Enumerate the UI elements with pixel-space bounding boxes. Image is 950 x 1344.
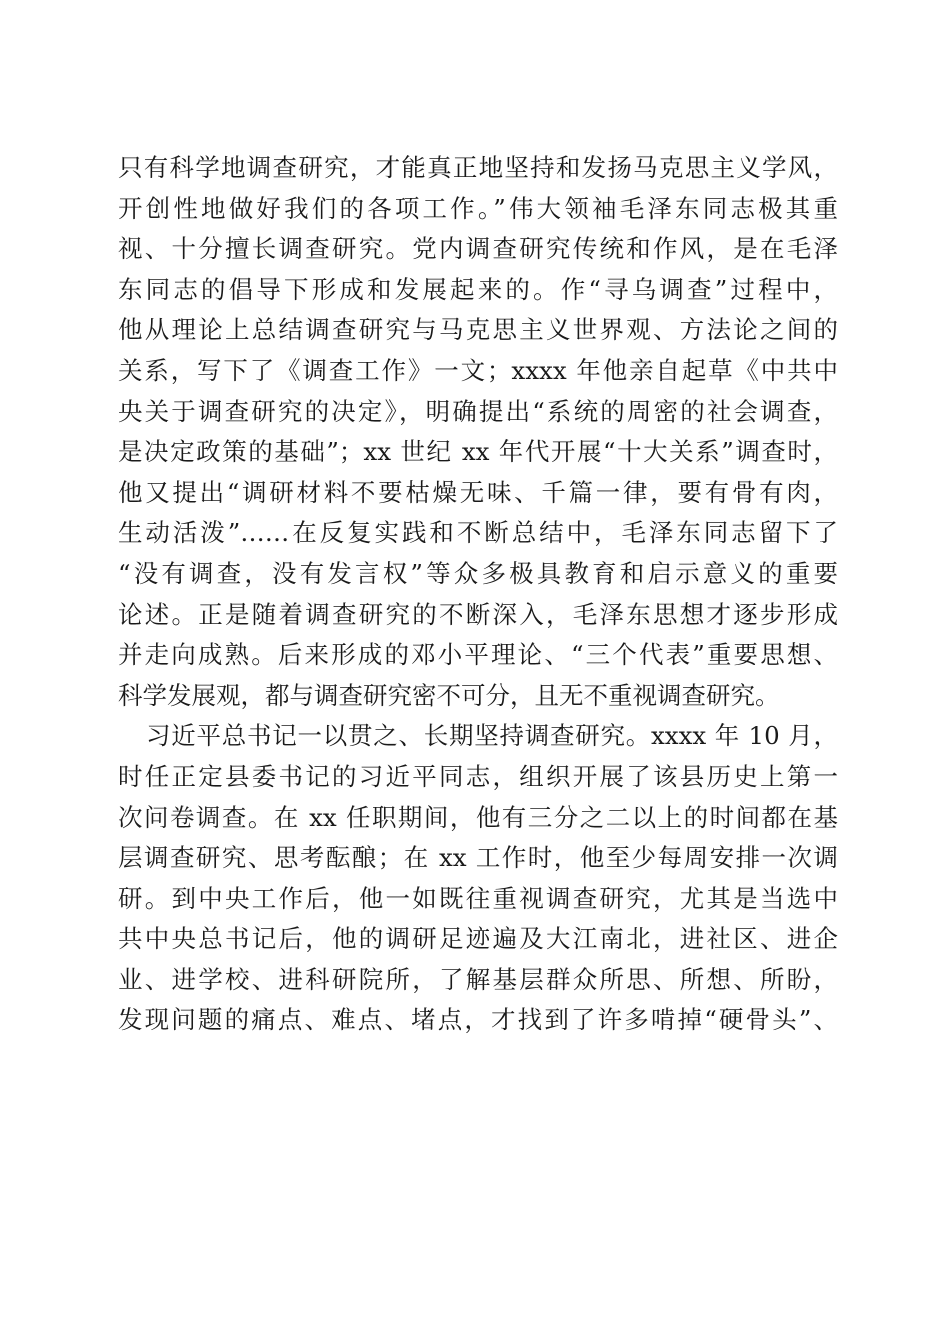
paragraph-2 (118, 716, 838, 1041)
text-line: 业、进学校、进科研院所，了解基层群众所思、所想、所盼， (118, 964, 838, 994)
text-line: 研。到中央工作后，他一如既往重视调查研究，尤其是当选中 (118, 883, 838, 913)
text-line: 并走向成熟。后来形成的邓小平理论、“三个代表”重要思想、 (118, 640, 838, 670)
text-line: 是决定政策的基础”；xx 世纪 xx 年代开展“十大关系”调查时， (118, 437, 838, 467)
text-line: 只有科学地调查研究，才能真正地坚持和发扬马克思主义学风， (118, 153, 838, 182)
text-line: 时任正定县委书记的习近平同志，组织开展了该县历史上第一 (118, 761, 838, 791)
text-line: 东同志的倡导下形成和发展起来的。作“寻乌调查”过程中， (118, 274, 838, 304)
text-line: 科学发展观，都与调查研究密不可分，且无不重视调查研究。 (118, 680, 780, 710)
document-body (118, 148, 838, 1041)
text-line: 他从理论上总结调查研究与马克思主义世界观、方法论之间的 (118, 315, 838, 345)
text-line: 生动活泼”……在反复实践和不断总结中，毛泽东同志留下了 (118, 518, 838, 548)
text-line: 关系，写下了《调查工作》一文；xxxx 年他亲自起草《中共中 (118, 355, 838, 385)
text-line: 次问卷调查。在 xx 任职期间，他有三分之二以上的时间都在基 (118, 802, 838, 832)
text-line: 开创性地做好我们的各项工作。”伟大领袖毛泽东同志极其重 (118, 193, 838, 223)
text-line: 发现问题的痛点、难点、堵点，才找到了许多啃掉“硬骨头”、 (118, 1005, 838, 1035)
text-line: 视、十分擅长调查研究。党内调查研究传统和作风，是在毛泽 (118, 234, 838, 264)
text-line: “没有调查，没有发言权”等众多极具教育和启示意义的重要 (118, 558, 838, 588)
paragraph-1 (118, 148, 838, 716)
text-line: 他又提出“调研材料不要枯燥无味、千篇一律，要有骨有肉， (118, 477, 838, 507)
text-line: 论述。正是随着调查研究的不断深入，毛泽东思想才逐步形成 (118, 599, 838, 629)
text-line: 央关于调查研究的决定》，明确提出“系统的周密的社会调查， (118, 396, 838, 426)
text-line: 共中央总书记后，他的调研足迹遍及大江南北，进社区、进企 (118, 924, 838, 954)
text-line: 层调查研究、思考酝酿；在 xx 工作时，他至少每周安排一次调 (118, 843, 838, 873)
text-line: 习近平总书记一以贯之、长期坚持调查研究。xxxx 年 10 月， (146, 721, 838, 751)
